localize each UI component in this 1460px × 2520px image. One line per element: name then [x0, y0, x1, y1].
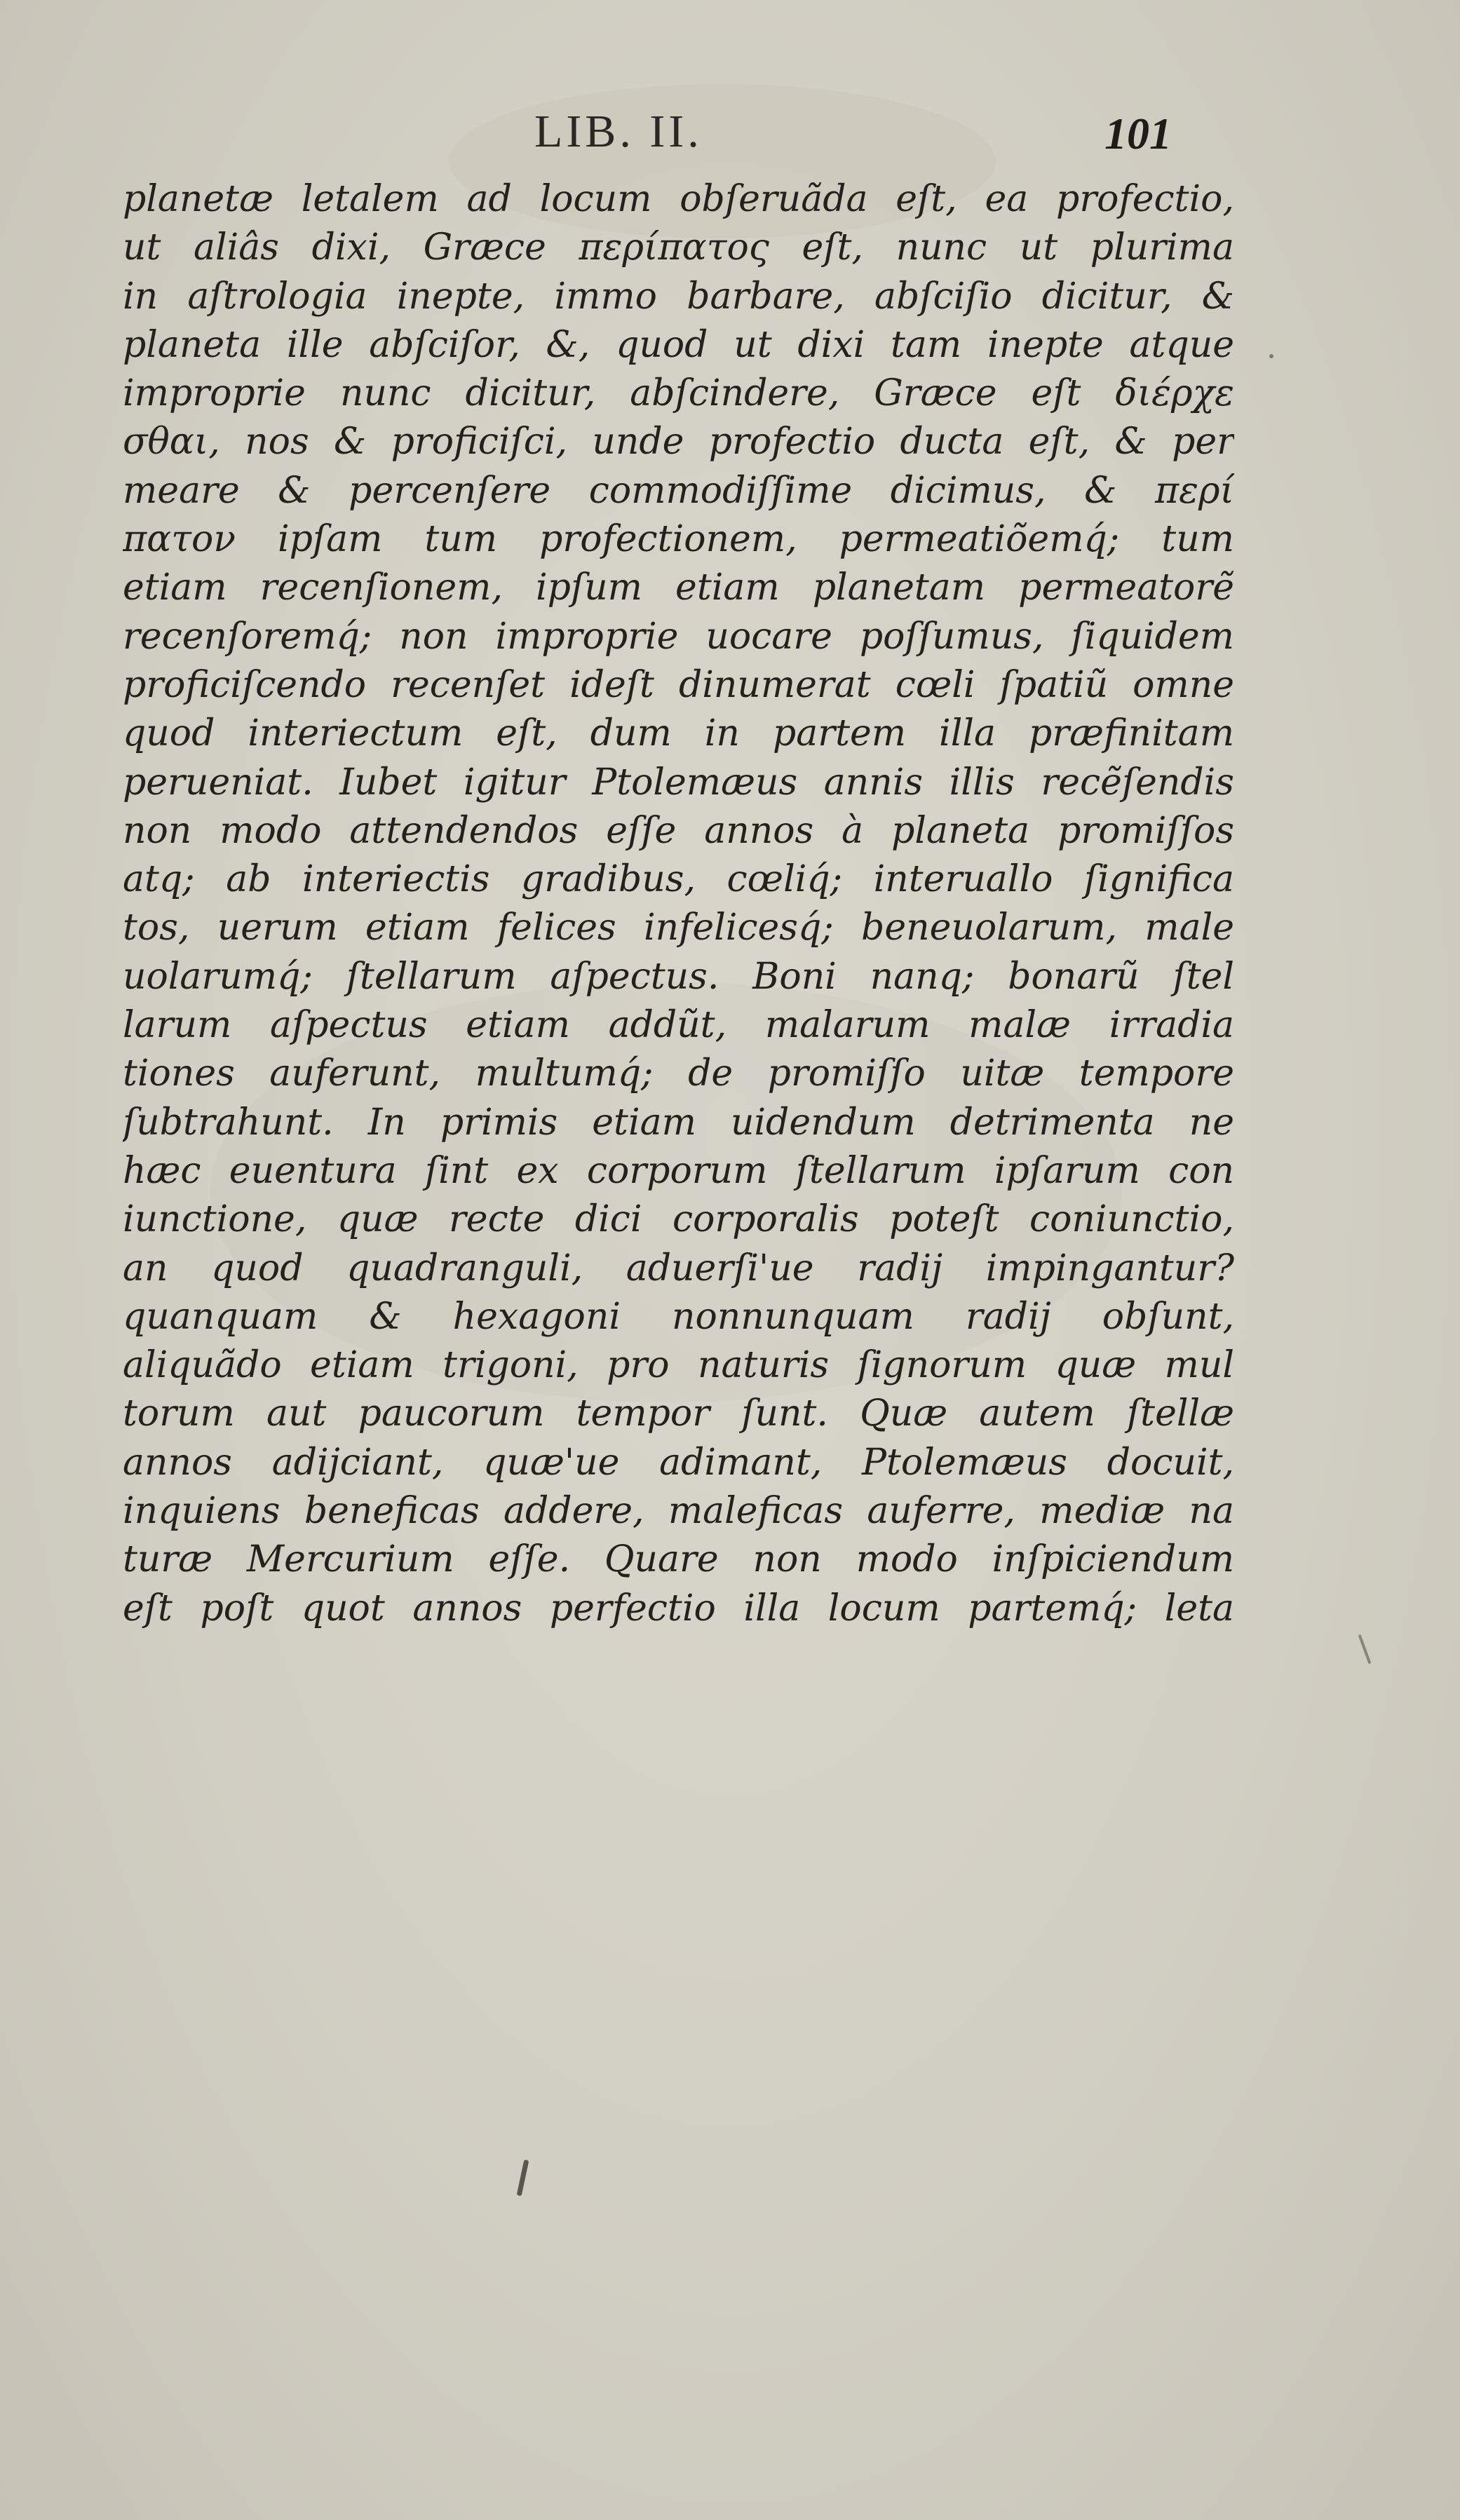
text-line: turæ Mercurium eſſe. Quare non modo inſpiciendum — [123, 1538, 1234, 1581]
text-line: tiones auferunt, multumq́; de promiſſo uitæ tempore — [123, 1052, 1234, 1095]
text-line: proficiſcendo recenſet ideſt dinumerat cœli ſpatiũ omne — [123, 663, 1234, 706]
ink-speck — [517, 2160, 529, 2196]
text-line: σθαι, nos & proficiſci, unde profectio ducta eſt, & per — [123, 421, 1234, 463]
text-line: hæc euentura ſint ex corporum ſtellarum ipſarum con — [123, 1149, 1234, 1192]
text-block — [123, 175, 1234, 1633]
text-line: etiam recenſionem, ipſum etiam planetam permeatorẽ — [123, 567, 1234, 609]
running-head: LIB. II. — [534, 106, 703, 157]
text-line: atq; ab interiectis gradibus, cœliq́; interuallo ſignifica — [123, 858, 1234, 901]
text-line: planeta ille abſciſor, &, quod ut dixi tam inepte atque — [123, 323, 1234, 366]
ink-speck — [1358, 1634, 1372, 1665]
page-header — [0, 105, 1460, 168]
text-line: uolarumq́; ſtellarum aſpectus. Boni nanq; bonarũ ſtel — [123, 955, 1234, 998]
folio-number: 101 — [1104, 109, 1172, 158]
text-line: annos adijciant, quæ'ue adimant, Ptolemæus docuit, — [123, 1441, 1234, 1484]
text-line: eſt poſt quot annos perfectio illa locum partemq́; leta — [123, 1587, 1234, 1630]
text-line: tos, uerum etiam felices infelicesq́; beneuolarum, male — [123, 907, 1234, 949]
text-line: planetæ letalem ad locum obſeruãda eſt, ea profectio, — [123, 178, 1234, 220]
text-line: non modo attendendos eſſe annos à planeta promiſſos — [123, 809, 1234, 852]
text-line: iunctione, quæ recte dici corporalis poteſt coniunctio, — [123, 1198, 1234, 1241]
ink-speck — [1269, 354, 1273, 358]
text-line: torum aut paucorum tempor ſunt. Quæ autem ſtellæ — [123, 1393, 1234, 1435]
text-line: an quod quadranguli, aduerſi'ue radij impingantur? — [123, 1247, 1234, 1289]
text-line: perueniat. Iubet igitur Ptolemæus annis illis recẽſendis — [123, 761, 1234, 804]
text-line: meare & percenſere commodiſſime dicimus, & περί — [123, 469, 1234, 512]
text-line: inquiens beneficas addere, maleficas auferre, mediæ na — [123, 1490, 1234, 1533]
text-line: recenſoremq́; non improprie uocare poſſumus, ſiquidem — [123, 615, 1234, 658]
text-line: quod interiectum eſt, dum in partem illa præfinitam — [123, 712, 1234, 755]
text-line: improprie nunc dicitur, abſcindere, Græce eſt διέρχε — [123, 372, 1234, 415]
text-line: aliquãdo etiam trigoni, pro naturis ſignorum quæ mul — [123, 1344, 1234, 1387]
text-line: quanquam & hexagoni nonnunquam radij obſunt, — [123, 1295, 1234, 1338]
text-line: larum aſpectus etiam addũt, malarum malæ irradia — [123, 1004, 1234, 1047]
text-line: πατον ipſam tum profectionem, permeatiõemq́; tum — [123, 518, 1234, 561]
text-line: ſubtrahunt. In primis etiam uidendum detrimenta ne — [123, 1101, 1234, 1144]
text-line: ut aliâs dixi, Græce περίπατος eſt, nunc ut plurima — [123, 226, 1234, 269]
text-line: in aſtrologia inepte, immo barbare, abſciſio dicitur, & — [123, 275, 1234, 318]
